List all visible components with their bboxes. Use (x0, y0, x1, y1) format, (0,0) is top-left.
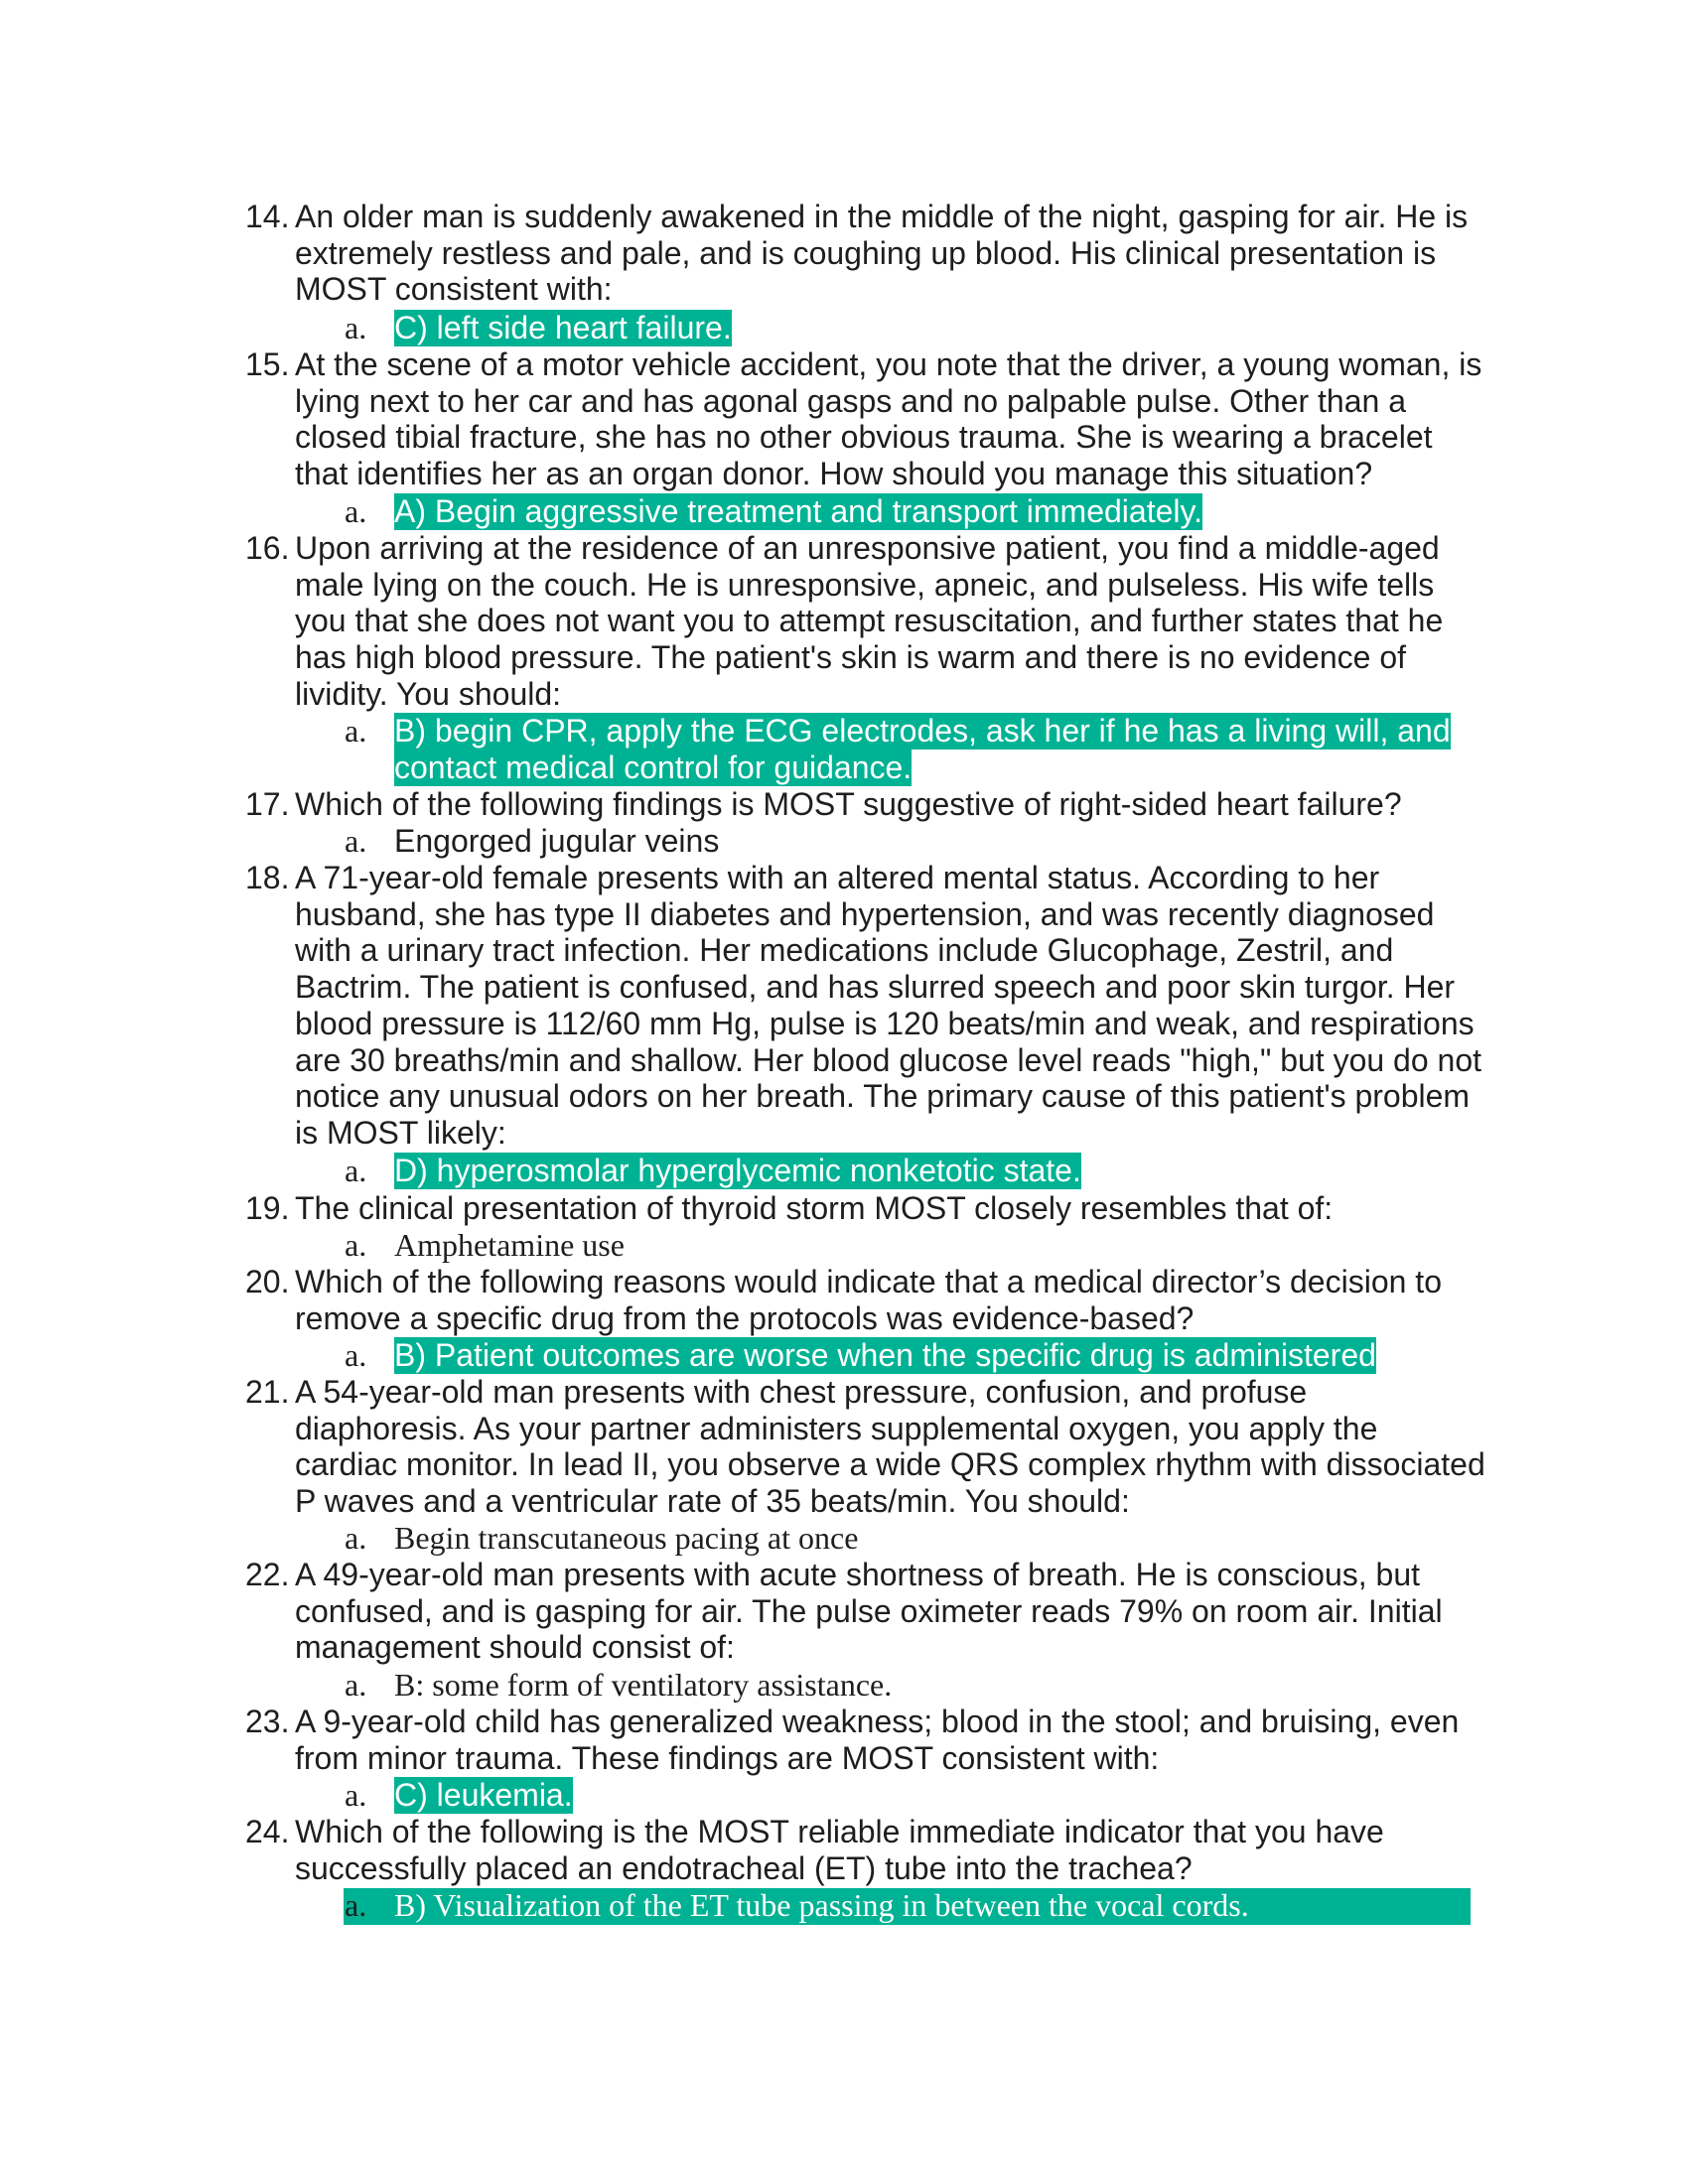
question-number: 22. (245, 1557, 290, 1592)
question-text: A 54-year-old man presents with chest pressure, confusion, and profuse diaphoresis. As your partner administers supplemental oxygen, you apply the cardiac monitor. In lead II, you observe a wide QRS complex rhythm with dissociated P waves and a ventricular rate of 35 beats/min. You should: (295, 1374, 1485, 1520)
question-text: A 71-year-old female presents with an altered mental status. According to her husband, she has type II diabetes and hypertension, and was recently diagnosed with a urinary tract infection. Her medications include Glucophage, Zestril, and Bactrim. The patient is confused, and has slurred speech and poor skin turgor. Her blood pressure is 112/60 mm Hg, pulse is 120 beats/min and weak, and respirations are 30 breaths/min and shallow. Her blood glucose level reads "high," but you do not notice any unusual odors on her breath. The primary cause of this patient's problem is MOST likely: (295, 860, 1482, 1151)
question-22 (245, 1557, 1486, 1666)
question-number: 20. (245, 1264, 290, 1299)
question-24 (245, 1814, 1486, 1886)
answer-text: C) left side heart failure. (394, 310, 732, 345)
question-19 (245, 1190, 1486, 1227)
list-letter: a. (345, 493, 367, 529)
answer-text: C) leukemia. (394, 1777, 573, 1813)
question-number: 23. (245, 1704, 290, 1739)
list-letter: a. (345, 1337, 367, 1373)
question-20 (245, 1264, 1486, 1336)
answer-text: B) Visualization of the ET tube passing in between the vocal cords. (394, 1887, 1249, 1923)
question-number: 21. (245, 1374, 290, 1410)
question-number: 14. (245, 199, 290, 234)
question-text: An older man is suddenly awakened in the middle of the night, gasping for air. He is extremely restless and pale, and is coughing up blood. His clinical presentation is MOST consistent with: (295, 199, 1469, 308)
question-text: At the scene of a motor vehicle accident, you note that the driver, a young woman, is lying next to her car and has agonal gasps and no palpable pulse. Other than a closed tibial fracture, she has no other obvious trauma. She is wearing a bracelet that identifies her as an organ donor. How should you manage this situation? (295, 346, 1482, 492)
question-23 (245, 1704, 1486, 1776)
question-text: The clinical presentation of thyroid storm MOST closely resembles that of: (295, 1190, 1334, 1226)
list-letter: a. (345, 1227, 367, 1263)
answer-text-line-2: contact medical control for guidance. (394, 750, 913, 785)
answer-text: D) hyperosmolar hyperglycemic nonketotic state. (394, 1153, 1081, 1188)
question-21 (245, 1374, 1486, 1520)
list-letter: a. (345, 823, 367, 859)
answer-text: Amphetamine use (394, 1227, 625, 1263)
list-letter: a. (345, 1520, 367, 1556)
question-15 (245, 346, 1486, 492)
question-number: 24. (245, 1814, 290, 1849)
question-text: Which of the following reasons would indicate that a medical director’s decision to remove a specific drug from the protocols was evidence-based? (295, 1264, 1442, 1336)
question-number: 16. (245, 530, 290, 566)
question-text: Which of the following is the MOST reliable immediate indicator that you have successfully placed an endotracheal (ET) tube into the trachea? (295, 1814, 1384, 1886)
answer-text: Begin transcutaneous pacing at once (394, 1520, 859, 1556)
answer-text-line-1: B) begin CPR, apply the ECG electrodes, ask her if he has a living will, and (394, 713, 1451, 749)
list-letter: a. (345, 713, 367, 749)
question-text: Which of the following findings is MOST suggestive of right-sided heart failure? (295, 786, 1402, 822)
list-letter: a. (345, 1667, 367, 1703)
answer-text: B) Patient outcomes are worse when the specific drug is administered (394, 1337, 1376, 1373)
answer-text: A) Begin aggressive treatment and transport immediately. (394, 493, 1203, 529)
question-16 (245, 530, 1486, 713)
question-number: 18. (245, 860, 290, 895)
list-letter: a. (345, 1887, 367, 1923)
answer-text: Engorged jugular veins (394, 823, 720, 859)
list-letter: a. (345, 310, 367, 345)
answer-text: B: some form of ventilatory assistance. (394, 1667, 893, 1703)
question-text: A 49-year-old man presents with acute shortness of breath. He is conscious, but confused, and is gasping for air. The pulse oximeter reads 79% on room air. Initial management should consist of: (295, 1557, 1443, 1666)
list-letter: a. (345, 1153, 367, 1188)
list-letter: a. (345, 1777, 367, 1813)
question-text: Upon arriving at the residence of an unresponsive patient, you find a middle-aged male lying on the couch. He is unresponsive, apneic, and pulseless. His wife tells you that she does not want you to attempt resuscitation, and further states that he has high blood pressure. The patient's skin is warm and there is no evidence of lividity. You should: (295, 530, 1444, 712)
question-18 (245, 860, 1486, 1152)
question-14 (245, 199, 1486, 308)
question-17 (245, 786, 1486, 823)
question-number: 15. (245, 346, 290, 382)
question-number: 17. (245, 786, 290, 822)
question-text: A 9-year-old child has generalized weakness; blood in the stool; and bruising, even from minor trauma. These findings are MOST consistent with: (295, 1704, 1460, 1776)
question-number: 19. (245, 1190, 290, 1226)
